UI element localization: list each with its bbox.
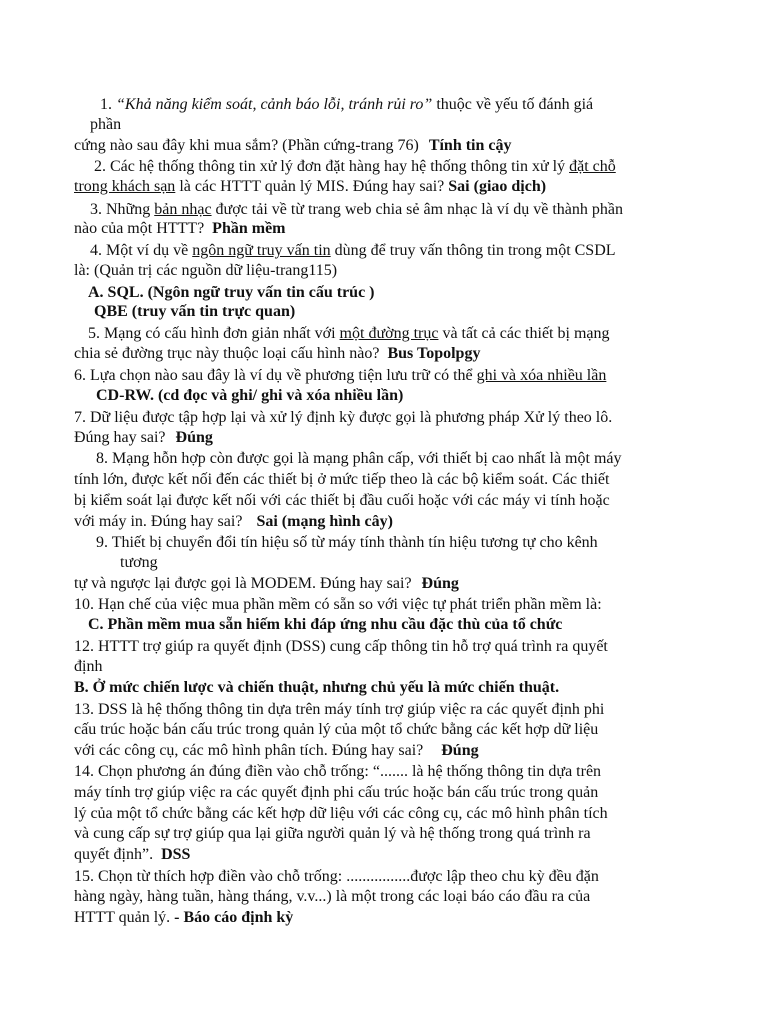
q1-quote: “Khả năng kiểm soát, cảnh báo lỗi, tránh rủi ro” [116, 96, 433, 113]
q3-text-b: được tải về từ trang web chia sẻ âm nhạc là ví dụ về thành phần [215, 201, 623, 218]
q15-line-2: hàng ngày, hàng tuần, hàng tháng, v.v...) là một trong các loại báo cáo đầu ra của [74, 888, 591, 905]
q8-line-2: tính lớn, được kết nối đến các thiết bị ở mức tiếp theo là các bộ kiểm soát. Các thiết [74, 471, 610, 488]
q5-answer: Bus Topolpgy [387, 345, 481, 362]
q13-line-1: 13. DSS là hệ thống thông tin dựa trên máy tính trợ giúp việc ra các quyết định phi [74, 701, 605, 718]
q4-line-2: là: (Quản trị các nguồn dữ liệu-trang115) [74, 262, 338, 279]
q4-text-b: dùng để truy vấn thông tin trong một CSDL [334, 242, 616, 259]
q3-text-a: 3. Những [90, 201, 151, 218]
q14-line-5 [74, 845, 190, 865]
q1-line-3 [74, 136, 512, 156]
q6-text-a: 6. Lựa chọn nào sau đây là ví dụ về phương tiện lưu trữ có thể [74, 367, 473, 384]
q2-underline-a: đặt chỗ [569, 158, 616, 175]
q13-line-2: cấu trúc hoặc bán cấu trúc trong quản lý của một tổ chức bằng các kết hợp dữ liệu [74, 721, 599, 738]
q9-line-3 [74, 574, 459, 594]
q7-text-b: Đúng hay sai? [74, 429, 166, 446]
q8-line-1: 8. Mạng hỗn hợp còn được gọi là mạng phân cấp, với thiết bị cao nhất là một máy [96, 450, 622, 467]
q4-answer-b: QBE (truy vấn tin trực quan) [94, 303, 296, 320]
q6-underline: ghi và xóa nhiều lần [476, 367, 607, 384]
q2-line-1 [94, 157, 616, 177]
q4-answer-a: A. SQL. (Ngôn ngữ truy vấn tin cấu trúc ) [88, 284, 375, 301]
q9-text-c: tự và ngược lại được gọi là MODEM. Đúng hay sai? [74, 575, 412, 592]
q10-line-1: 10. Hạn chế của việc mua phần mềm có sẵn so với việc tự phát triển phần mềm là: [74, 596, 602, 613]
q15-line-3 [74, 908, 293, 928]
q5-text-a: 5. Mạng có cấu hình đơn giản nhất với [88, 325, 336, 342]
q5-text-b: và tất cả các thiết bị mạng [442, 325, 610, 342]
q13-answer: Đúng [441, 742, 479, 759]
q9-line-1: 9. Thiết bị chuyển đổi tín hiệu số từ máy tính thành tín hiệu tương tự cho kênh [96, 534, 598, 551]
q8-line-3: bị kiểm soát lại được kết nối với các thiết bị đầu cuối hoặc với các máy vi tính hoặc [74, 492, 610, 509]
q7-answer: Đúng [175, 429, 213, 446]
q1-answer: Tính tin cậy [428, 137, 512, 154]
q14-text-e: quyết định”. [74, 846, 154, 863]
q7-line-2 [74, 428, 213, 448]
q5-underline: một đường trục [339, 325, 439, 342]
q12-line-2: định [74, 658, 103, 675]
q3-line-2 [74, 219, 286, 239]
q1-line-2: phần [90, 116, 122, 133]
q3-line-1 [90, 200, 623, 220]
q9-line-2: tương [120, 554, 158, 571]
q12-line-1: 12. HTTT trợ giúp ra quyết định (DSS) cung cấp thông tin hỗ trợ quá trình ra quyết [74, 638, 608, 655]
q1-number: 1. [100, 96, 112, 113]
q14-answer: DSS [161, 846, 191, 863]
q6-line-1 [74, 366, 606, 386]
q10-answer: C. Phần mềm mua sẵn hiếm khi đáp ứng nhu cầu đặc thù của tổ chức [88, 616, 563, 633]
q14-line-3: lý của một tổ chức bằng các kết hợp dữ liệu với các công cụ, các mô hình phân tích [74, 805, 608, 822]
q8-text-d: với máy in. Đúng hay sai? [74, 513, 243, 530]
q2-answer: Sai (giao dịch) [448, 178, 547, 195]
q5-line-2 [74, 344, 480, 364]
q1-line-1 [100, 95, 593, 115]
q2-text-a: 2. Các hệ thống thông tin xử lý đơn đặt hàng hay hệ thống thông tin xử lý [94, 158, 566, 175]
q3-text-c: nào của một HTTT? [74, 220, 205, 237]
q14-line-1: 14. Chọn phương án đúng điền vào chỗ trống: “....... là hệ thống thông tin dựa trên [74, 763, 602, 780]
q2-text-b: là các HTTT quản lý MIS. Đúng hay sai? [179, 178, 445, 195]
q15-text-c: HTTT quản lý. [74, 909, 171, 926]
q7-line-1: 7. Dữ liệu được tập hợp lại và xử lý định kỳ được gọi là phương pháp Xử lý theo lô. [74, 409, 613, 426]
q15-answer: - Báo cáo định kỳ [174, 909, 294, 926]
q8-line-4 [74, 512, 393, 532]
q2-underline-b: trong khách sạn [74, 178, 176, 195]
q15-line-1: 15. Chọn từ thích hợp điền vào chỗ trống: ................được lập theo chu kỳ đều đặn [74, 868, 599, 885]
q1-text-a: thuộc về yếu tố đánh giá [436, 96, 594, 113]
q3-answer: Phần mềm [212, 220, 286, 237]
q4-line-1 [90, 241, 616, 261]
q4-text-a: 4. Một ví dụ về [90, 242, 189, 259]
q5-line-1 [88, 324, 609, 344]
q13-text-c: với các công cụ, các mô hình phân tích. Đúng hay sai? [74, 742, 424, 759]
q2-line-2 [74, 177, 546, 197]
q12-answer: B. Ở mức chiến lược và chiến thuật, nhưng chủ yếu là mức chiến thuật. [74, 679, 560, 696]
q14-line-2: máy tính trợ giúp việc ra các quyết định phi cấu trúc hoặc bán cấu trúc trong quản [74, 784, 599, 801]
q9-answer: Đúng [421, 575, 459, 592]
q3-underline: bản nhạc [154, 201, 212, 218]
q5-text-c: chia sẻ đường trục này thuộc loại cấu hình nào? [74, 345, 380, 362]
q13-line-3 [74, 741, 479, 761]
q1-text-c: cứng nào sau đây khi mua sắm? (Phần cứng-trang 76) [74, 137, 419, 154]
q14-line-4: và cung cấp sự trợ giúp qua lại giữa người quản lý và hệ thống trong quá trình ra [74, 825, 591, 842]
q6-answer: CD-RW. (cd đọc và ghi/ ghi và xóa nhiều lần) [96, 387, 404, 404]
q8-answer: Sai (mạng hình cây) [256, 513, 393, 530]
q4-underline: ngôn ngữ truy vấn tin [192, 242, 331, 259]
